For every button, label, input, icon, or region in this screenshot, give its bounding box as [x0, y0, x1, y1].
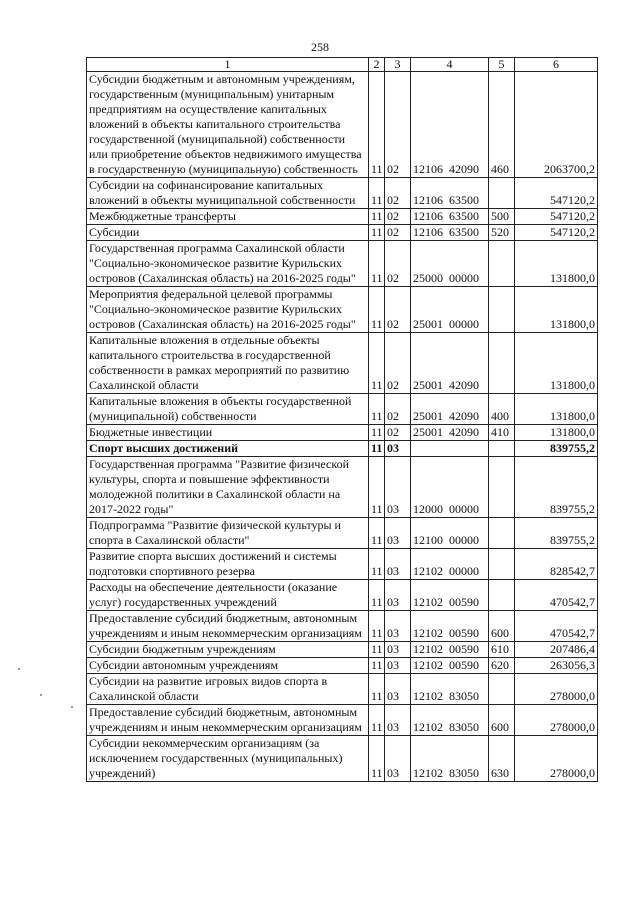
- row-amount: 278000,0: [515, 674, 598, 705]
- row-subsection: 02: [385, 394, 411, 425]
- row-name: Предоставление субсидий бюджетным, автономным учреждениям и иным некоммерческим организациям: [87, 611, 369, 642]
- table-row: [87, 736, 598, 782]
- header-col-5: 5: [489, 58, 515, 72]
- row-expense-type: 520: [489, 225, 515, 241]
- table-row: [87, 580, 598, 611]
- row-subsection: 02: [385, 178, 411, 209]
- row-target-article: 25001 42090: [411, 425, 489, 441]
- header-col-2: 2: [369, 58, 385, 72]
- row-target-article: 12102 83050: [411, 705, 489, 736]
- table-row: [87, 425, 598, 441]
- row-name: Спорт высших достижений: [87, 441, 369, 457]
- row-amount: 839755,2: [515, 457, 598, 518]
- row-subsection: 03: [385, 611, 411, 642]
- row-name: Капитальные вложения в объекты государственной (муниципальной) собственности: [87, 394, 369, 425]
- row-expense-type: [489, 580, 515, 611]
- table-row: [87, 225, 598, 241]
- row-name: Капитальные вложения в отдельные объекты капитального строительства в государственной собственности в рамках мероприятий по развитию Сахалинской области: [87, 333, 369, 394]
- table-row: [87, 209, 598, 225]
- row-amount: 207486,4: [515, 642, 598, 658]
- table-header-row: [87, 58, 598, 72]
- row-subsection: 03: [385, 549, 411, 580]
- row-expense-type: 410: [489, 425, 515, 441]
- row-subsection: 02: [385, 225, 411, 241]
- row-subsection: 02: [385, 333, 411, 394]
- table-row: [87, 518, 598, 549]
- row-section: 11: [369, 72, 385, 178]
- row-expense-type: 500: [489, 209, 515, 225]
- page-number: 258: [311, 40, 329, 54]
- row-subsection: 02: [385, 425, 411, 441]
- row-expense-type: [489, 333, 515, 394]
- row-amount: 131800,0: [515, 333, 598, 394]
- table-row: [87, 611, 598, 642]
- row-name: Субсидии бюджетным и автономным учреждениям, государственным (муниципальным) унитарным предприятиям на осуществление капитальных вложений в объекты капитального строительства государственной (муниципальной) собственности или приобретение объектов недвижимого имущества в государственную (муниципальную) собственность: [87, 72, 369, 178]
- row-target-article: 12000 00000: [411, 457, 489, 518]
- row-expense-type: [489, 457, 515, 518]
- row-section: 11: [369, 658, 385, 674]
- header-col-3: 3: [385, 58, 411, 72]
- row-name: Субсидии некоммерческим организациям (за исключением государственных (муниципальных) учреждений): [87, 736, 369, 782]
- row-amount: 278000,0: [515, 705, 598, 736]
- row-name: Субсидии бюджетным учреждениям: [87, 642, 369, 658]
- row-name: Подпрограмма "Развитие физической культуры и спорта в Сахалинской области": [87, 518, 369, 549]
- row-target-article: 12106 63500: [411, 209, 489, 225]
- row-amount: 278000,0: [515, 736, 598, 782]
- row-expense-type: [489, 178, 515, 209]
- row-name: Государственная программа "Развитие физической культуры, спорта и повышение эффективности молодежной политики в Сахалинской области на 2017-2022 годы": [87, 457, 369, 518]
- row-section: 11: [369, 225, 385, 241]
- row-target-article: 12106 63500: [411, 178, 489, 209]
- row-amount: 263056,3: [515, 658, 598, 674]
- row-amount: 131800,0: [515, 287, 598, 333]
- row-section: 11: [369, 705, 385, 736]
- row-section: 11: [369, 674, 385, 705]
- row-section: 11: [369, 425, 385, 441]
- row-amount: 547120,2: [515, 209, 598, 225]
- row-section: 11: [369, 736, 385, 782]
- row-target-article: 12102 00590: [411, 642, 489, 658]
- row-expense-type: 400: [489, 394, 515, 425]
- row-expense-type: 600: [489, 705, 515, 736]
- row-expense-type: [489, 549, 515, 580]
- row-section: 11: [369, 642, 385, 658]
- row-subsection: 03: [385, 736, 411, 782]
- row-section: 11: [369, 457, 385, 518]
- table-row: [87, 658, 598, 674]
- row-subsection: 03: [385, 705, 411, 736]
- row-expense-type: [489, 241, 515, 287]
- row-amount: 839755,2: [515, 518, 598, 549]
- row-target-article: 12102 83050: [411, 736, 489, 782]
- row-target-article: 12106 42090: [411, 72, 489, 178]
- row-expense-type: 630: [489, 736, 515, 782]
- header-col-4: 4: [411, 58, 489, 72]
- row-target-article: 12106 63500: [411, 225, 489, 241]
- row-expense-type: 620: [489, 658, 515, 674]
- row-expense-type: 600: [489, 611, 515, 642]
- row-subsection: 03: [385, 580, 411, 611]
- table-row: [87, 287, 598, 333]
- row-section: 11: [369, 241, 385, 287]
- row-subsection: 03: [385, 674, 411, 705]
- row-target-article: 25001 42090: [411, 333, 489, 394]
- row-name: Бюджетные инвестиции: [87, 425, 369, 441]
- scan-speck: [71, 706, 73, 708]
- row-section: 11: [369, 441, 385, 457]
- row-name: Развитие спорта высших достижений и системы подготовки спортивного резерва: [87, 549, 369, 580]
- row-name: Предоставление субсидий бюджетным, автономным учреждениям и иным некоммерческим организациям: [87, 705, 369, 736]
- row-amount: 547120,2: [515, 225, 598, 241]
- row-name: Субсидии автономным учреждениям: [87, 658, 369, 674]
- scan-speck: [18, 668, 20, 670]
- row-name: Субсидии на софинансирование капитальных вложений в объекты муниципальной собственности: [87, 178, 369, 209]
- row-amount: 2063700,2: [515, 72, 598, 178]
- row-subsection: 03: [385, 457, 411, 518]
- row-expense-type: 610: [489, 642, 515, 658]
- row-subsection: 02: [385, 287, 411, 333]
- table-row: [87, 72, 598, 178]
- row-amount: 131800,0: [515, 425, 598, 441]
- table-row: [87, 457, 598, 518]
- row-section: 11: [369, 209, 385, 225]
- row-subsection: 03: [385, 642, 411, 658]
- row-amount: 828542,7: [515, 549, 598, 580]
- row-subsection: 03: [385, 658, 411, 674]
- row-amount: 131800,0: [515, 394, 598, 425]
- row-target-article: 25001 00000: [411, 287, 489, 333]
- budget-table: [86, 57, 598, 782]
- row-section: 11: [369, 518, 385, 549]
- row-section: 11: [369, 394, 385, 425]
- row-target-article: 12102 00000: [411, 549, 489, 580]
- row-subsection: 02: [385, 72, 411, 178]
- row-target-article: 25000 00000: [411, 241, 489, 287]
- row-section: 11: [369, 611, 385, 642]
- row-name: Субсидии на развитие игровых видов спорта в Сахалинской области: [87, 674, 369, 705]
- table-row: [87, 394, 598, 425]
- row-subsection: 03: [385, 441, 411, 457]
- row-name: Межбюджетные трансферты: [87, 209, 369, 225]
- row-amount: 470542,7: [515, 611, 598, 642]
- row-amount: 839755,2: [515, 441, 598, 457]
- row-expense-type: [489, 441, 515, 457]
- row-section: 11: [369, 580, 385, 611]
- row-name: Субсидии: [87, 225, 369, 241]
- row-target-article: 25001 42090: [411, 394, 489, 425]
- table-row: [87, 333, 598, 394]
- row-section: 11: [369, 287, 385, 333]
- row-target-article: 12100 00000: [411, 518, 489, 549]
- row-amount: 547120,2: [515, 178, 598, 209]
- row-target-article: 12102 83050: [411, 674, 489, 705]
- row-target-article: 12102 00590: [411, 580, 489, 611]
- row-name: Государственная программа Сахалинской области "Социально-экономическое развитие Курильских островов (Сахалинская область) на 2016-2025 годы": [87, 241, 369, 287]
- row-name: Расходы на обеспечение деятельности (оказание услуг) государственных учреждений: [87, 580, 369, 611]
- table-row: [87, 549, 598, 580]
- row-amount: 470542,7: [515, 580, 598, 611]
- row-expense-type: [489, 287, 515, 333]
- row-section: 11: [369, 333, 385, 394]
- row-expense-type: 460: [489, 72, 515, 178]
- table-row: [87, 441, 598, 457]
- table-row: [87, 241, 598, 287]
- row-subsection: 02: [385, 209, 411, 225]
- row-target-article: 12102 00590: [411, 658, 489, 674]
- row-name: Мероприятия федеральной целевой программы "Социально-экономическое развитие Курильских островов (Сахалинская область) на 2016-2025 годы": [87, 287, 369, 333]
- row-section: 11: [369, 549, 385, 580]
- row-section: 11: [369, 178, 385, 209]
- table-row: [87, 705, 598, 736]
- table-row: [87, 178, 598, 209]
- table-row: [87, 642, 598, 658]
- row-expense-type: [489, 674, 515, 705]
- row-subsection: 02: [385, 241, 411, 287]
- table-row: [87, 674, 598, 705]
- header-col-6: 6: [515, 58, 598, 72]
- scan-speck: [40, 694, 42, 696]
- row-target-article: [411, 441, 489, 457]
- header-col-1: 1: [87, 58, 369, 72]
- row-subsection: 03: [385, 518, 411, 549]
- row-amount: 131800,0: [515, 241, 598, 287]
- row-expense-type: [489, 518, 515, 549]
- row-target-article: 12102 00590: [411, 611, 489, 642]
